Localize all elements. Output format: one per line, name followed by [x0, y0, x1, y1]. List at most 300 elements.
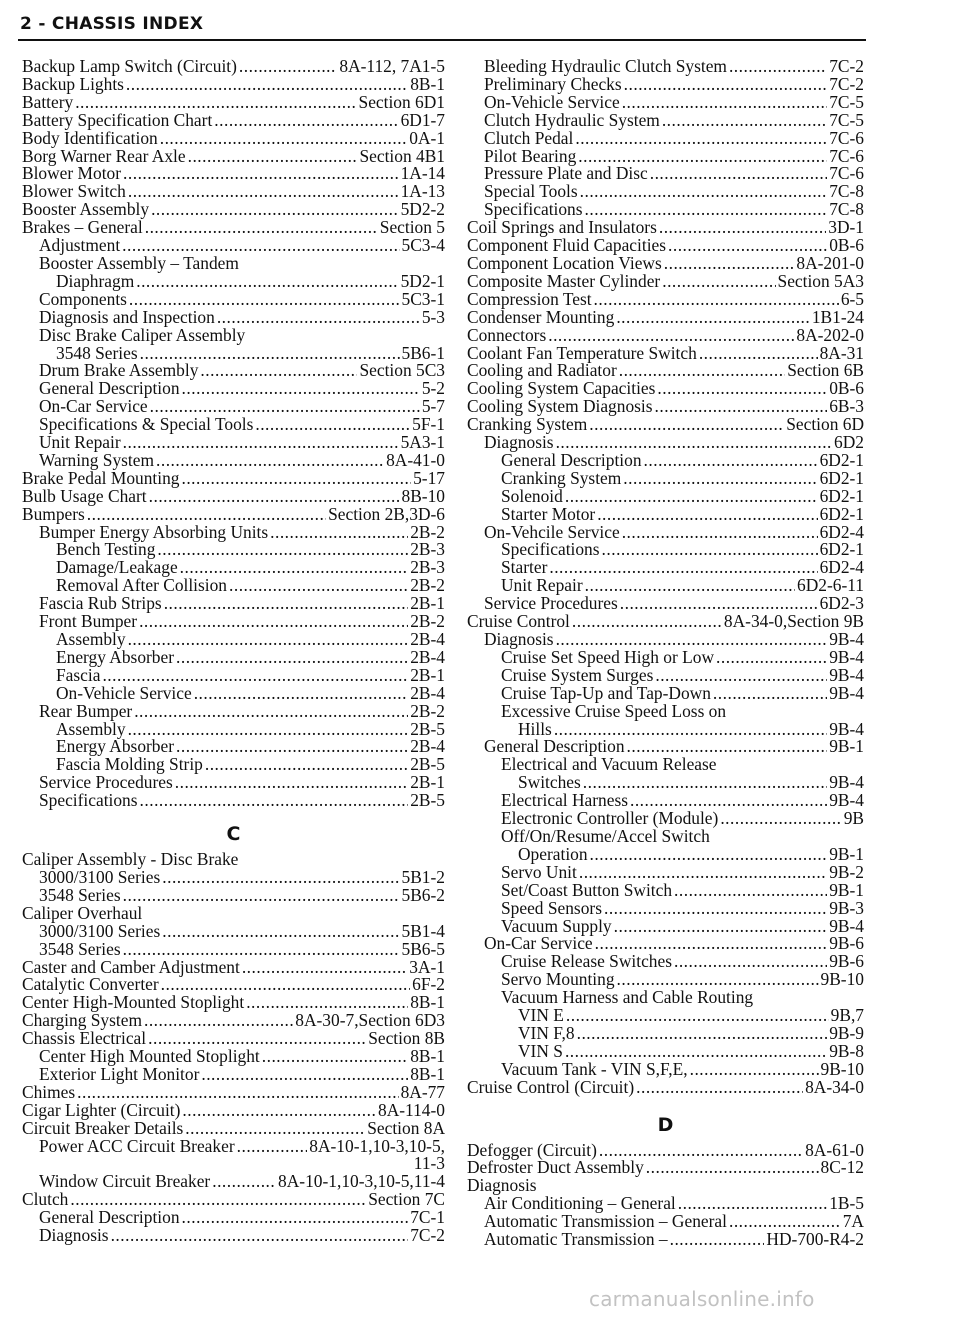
index-entry-title: On-Vehcile Service	[484, 521, 620, 542]
index-entry	[22, 1099, 445, 1120]
dot-leader	[674, 953, 827, 971]
index-page-ref: 9B-4	[829, 772, 864, 793]
index-page-ref: 7C-2	[829, 73, 864, 94]
index-entry-title: Cooling System Capacities	[467, 378, 656, 399]
dot-leader	[145, 219, 378, 237]
index-entry-title: Cigar Lighter (Circuit)	[22, 1099, 181, 1120]
dot-leader	[270, 524, 408, 542]
index-entry-title: Window Circuit Breaker	[39, 1171, 211, 1192]
dot-leader	[623, 470, 817, 488]
index-entry-title: Specifications	[39, 790, 138, 811]
index-entry-title: On-Vehicle Service	[484, 91, 620, 112]
index-page-ref: 2B-2	[410, 700, 445, 721]
index-entry	[467, 1231, 864, 1249]
dot-leader	[144, 1012, 293, 1030]
index-page-ref: 5-3	[421, 306, 445, 327]
index-entry-title: 3000/3100 Series	[39, 866, 161, 887]
dot-leader	[657, 380, 827, 398]
dot-leader	[151, 201, 399, 219]
index-page-ref: 9B-4	[829, 682, 864, 703]
dot-leader	[160, 130, 408, 148]
index-entry-title: Bumpers	[22, 503, 85, 524]
index-page-ref: HD-700-R4-2	[766, 1229, 864, 1250]
index-entry-title: Service Procedures	[484, 593, 618, 614]
index-page-ref: 6D2	[834, 432, 864, 453]
index-entry-title: Caster and Camber Adjustment	[22, 956, 240, 977]
index-entry-title: Servo Mounting	[501, 969, 615, 990]
index-entry-title: Fascia Molding Strip	[56, 754, 203, 775]
index-entry	[22, 1117, 445, 1138]
index-entry-title: VIN E	[518, 1005, 564, 1026]
index-entry	[22, 503, 445, 524]
index-entry-title: Cranking System	[467, 414, 588, 435]
dot-leader	[255, 416, 410, 434]
index-entry-title: Warning System	[39, 449, 155, 470]
index-entry-title: Excessive Cruise Speed Loss on	[501, 700, 727, 721]
index-page-ref: 6D2-1	[819, 485, 864, 506]
dot-leader	[616, 309, 810, 327]
index-page-ref: Section 6D1	[358, 91, 445, 112]
index-page-ref: 6D2-3	[819, 593, 864, 614]
dot-leader	[716, 649, 827, 667]
index-entry-title: Backup Lamp Switch (Circuit)	[22, 56, 237, 76]
dot-leader	[140, 792, 409, 810]
index-column-left	[22, 58, 445, 1245]
index-entry	[467, 700, 864, 721]
index-page-ref: 8B-1	[410, 1046, 445, 1067]
index-page-ref: 8B-10	[401, 485, 445, 506]
index-page-ref: 9B-4	[829, 629, 864, 649]
index-entry	[467, 485, 864, 506]
index-page-ref: Section 5	[379, 217, 445, 238]
dot-leader	[614, 918, 828, 936]
index-page-ref: 9B	[843, 808, 864, 829]
index-entry-title: Disc Brake Caliper Assembly	[39, 324, 246, 345]
index-entry-title: Connectors	[467, 324, 547, 345]
index-entry-title: Cruise Control	[467, 611, 570, 632]
index-entry-title: Bleeding Hydraulic Clutch System	[484, 56, 727, 76]
dot-leader	[670, 1231, 765, 1249]
dot-leader	[128, 183, 399, 201]
index-page-ref: 5B6-5	[401, 938, 445, 959]
index-page-ref: 2B-1	[410, 664, 445, 685]
index-page-ref: 5F-1	[412, 414, 445, 435]
index-entry-title: Coolant Fan Temperature Switch	[467, 342, 697, 363]
dot-leader	[713, 685, 827, 703]
dot-leader	[176, 649, 408, 667]
index-page-ref: 5-7	[421, 396, 445, 417]
index-entry-title: Clutch	[22, 1189, 69, 1210]
index-page-ref: 8A-34-0	[805, 1076, 864, 1097]
index-entry-title: Charging System	[22, 1010, 142, 1031]
index-page-ref: 6D2-1	[819, 449, 864, 470]
dot-leader	[662, 112, 827, 130]
dot-leader	[636, 1079, 803, 1097]
index-page-ref: 2B-4	[410, 736, 445, 757]
index-entry	[22, 288, 445, 309]
index-page-ref: 9B-10	[820, 969, 864, 990]
index-entry-title: VIN F,8	[518, 1022, 575, 1043]
index-entry-title: Assembly	[56, 718, 126, 739]
index-page-ref: 1A-13	[400, 181, 445, 202]
dot-leader	[729, 58, 827, 76]
index-entry-title: Operation	[518, 843, 588, 864]
index-entry	[467, 1058, 864, 1079]
index-page-ref: 9B-9	[829, 1022, 864, 1043]
index-page-ref: Section 4B1	[359, 145, 445, 166]
dot-leader	[214, 112, 398, 130]
index-entry-title: Set/Coast Button Switch	[501, 879, 673, 900]
index-entry-title: On-Car Service	[39, 396, 148, 417]
index-entry-title: Vacuum Supply	[501, 915, 612, 936]
index-entry-title: Starter	[501, 557, 548, 578]
index-page-ref: 8A-10-1,10-3,10-5,	[309, 1135, 445, 1156]
dot-leader	[662, 273, 775, 291]
index-entry-title: Booster Assembly – Tandem	[39, 252, 239, 273]
page-title: 2 - CHASSIS INDEX	[20, 14, 204, 34]
dot-leader	[242, 959, 407, 977]
dot-leader	[200, 362, 357, 380]
index-page-ref: 5D2-1	[400, 270, 445, 291]
index-page-ref: 7C-2	[410, 1225, 445, 1246]
index-page-ref: Section 5A3	[777, 270, 864, 291]
index-page-ref: 7C-5	[829, 109, 864, 130]
dot-leader	[162, 923, 399, 941]
index-entry-title: Cruise System Surges	[501, 664, 654, 685]
index-page-ref: 7C-6	[829, 163, 864, 184]
index-entry	[467, 127, 864, 148]
section-letter-c: C	[226, 823, 241, 846]
index-entry-title: Preliminary Checks	[484, 73, 622, 94]
index-page-ref: 8A-41-0	[386, 449, 445, 470]
index-entry-title: Vacuum Tank - VIN S,F,E,	[501, 1058, 688, 1079]
index-entry-title: 3548 Series	[39, 938, 121, 959]
index-entry	[22, 109, 445, 130]
index-page-ref: 5B1-2	[401, 866, 445, 887]
index-entry-title: Vacuum Harness and Cable Routing	[501, 987, 754, 1008]
index-entry	[22, 682, 445, 703]
index-entry-title: Body Identification	[22, 127, 158, 148]
index-entry-title: Energy Absorber	[56, 736, 175, 757]
index-page-ref: 8B-1	[410, 992, 445, 1013]
index-page-ref: 9B-2	[829, 861, 864, 882]
index-page-ref: Section 5C3	[359, 360, 445, 381]
index-entry-title: VIN S	[518, 1040, 563, 1061]
index-entry-title: Service Procedures	[39, 772, 173, 793]
index-page-ref: 9B-6	[829, 933, 864, 954]
index-entry-title: Adjustment	[39, 235, 121, 256]
dot-leader	[182, 1209, 409, 1227]
index-entry-title: Exterior Light Monitor	[39, 1063, 200, 1084]
index-page-ref: 1B1-24	[811, 306, 864, 327]
index-entry-title: Composite Master Cylinder	[467, 270, 661, 291]
index-entry-title: Clutch Hydraulic System	[484, 109, 660, 130]
dot-leader	[590, 846, 828, 864]
index-page-ref: 6D2-4	[819, 521, 864, 542]
index-entry-title: Blower Motor	[22, 163, 122, 184]
index-entry-title: Defogger (Circuit)	[467, 1139, 597, 1160]
index-entry-title: Cruise Release Switches	[501, 951, 672, 972]
index-entry	[467, 324, 864, 345]
dot-leader	[674, 882, 827, 900]
index-entry-title: Coil Springs and Insulators	[467, 217, 657, 238]
index-entry	[22, 792, 445, 810]
index-page-ref: Section 8A	[367, 1117, 445, 1138]
index-page-ref: 1B-5	[829, 1193, 864, 1214]
index-entry-title: Pressure Plate and Disc	[484, 163, 648, 184]
index-entry-title: General Description	[39, 378, 180, 399]
index-entry-title: Cruise Set Speed High or Low	[501, 646, 715, 667]
index-entry-title: Fascia	[56, 664, 101, 685]
dot-leader	[123, 887, 400, 905]
index-entry-title: Energy Absorber	[56, 646, 175, 667]
dot-leader	[659, 219, 826, 237]
dot-leader	[575, 130, 827, 148]
index-page-ref: 7C-2	[829, 56, 864, 76]
index-entry-title: Specifications	[484, 199, 583, 220]
index-entry	[22, 485, 445, 506]
index-entry-title: Cranking System	[501, 467, 622, 488]
index-entry	[467, 306, 864, 327]
index-entry-title: Center High-Mounted Stoplight	[22, 992, 245, 1013]
index-page-ref: 7C-8	[829, 181, 864, 202]
index-entry-title: Special Tools	[484, 181, 578, 202]
index-page-ref: 8A-10-1,10-3,10-5,11-4	[278, 1171, 445, 1192]
index-page-ref: 0B-6	[829, 235, 864, 256]
index-entry	[22, 127, 445, 148]
index-page-ref: 2B-5	[410, 718, 445, 739]
index-entry-title: Catalytic Converter	[22, 974, 159, 995]
index-page-ref: 9B-8	[829, 1040, 864, 1061]
index-page-ref: 6D2-1	[819, 503, 864, 524]
dot-leader	[597, 506, 817, 524]
index-entry-title: Specifications & Special Tools	[39, 414, 254, 435]
index-page-ref: 6D2-1	[819, 467, 864, 488]
index-page-ref: 8B-1	[410, 1063, 445, 1084]
index-entry-title: Circuit Breaker Details	[22, 1117, 184, 1138]
index-page-ref: 8A-34-0,Section 9B	[723, 611, 864, 632]
index-entry-title: Chassis Electrical	[22, 1028, 147, 1049]
index-entry-title: Cruise Control (Circuit)	[467, 1076, 635, 1097]
index-page-ref: 8A-201-0	[796, 252, 864, 273]
index-entry-title: Unit Repair	[501, 575, 583, 596]
index-entry-title: Components	[39, 288, 127, 309]
index-page-ref: Section 6D	[786, 414, 864, 435]
index-page-ref: 9B-4	[829, 790, 864, 811]
index-entry	[22, 1063, 445, 1084]
dot-leader	[239, 58, 337, 76]
dot-leader	[237, 1138, 308, 1156]
index-entry-title: Blower Switch	[22, 181, 126, 202]
index-page-ref: 5-2	[421, 378, 445, 399]
index-entry	[22, 306, 445, 327]
index-page-ref: 6-5	[840, 288, 864, 309]
index-column-right	[467, 58, 864, 1249]
index-page-ref: 6D2-1	[819, 539, 864, 560]
dot-leader	[217, 309, 420, 327]
index-entry-title: Caliper Assembly - Disc Brake	[22, 849, 239, 870]
index-entry-title: Switches	[518, 772, 581, 793]
index-entry	[22, 324, 445, 345]
dot-leader	[164, 595, 409, 613]
index-entry-title: Borg Warner Rear Axle	[22, 145, 186, 166]
index-entry-title: Assembly	[56, 629, 126, 649]
dot-leader	[579, 864, 827, 882]
index-entry-title: Unit Repair	[39, 432, 121, 453]
index-page-ref: 8A-114-0	[378, 1099, 445, 1120]
index-entry-title: Starter Motor	[501, 503, 596, 524]
watermark: carmanualsonline.info	[589, 1287, 815, 1311]
index-page-ref-continued: 11-3	[413, 1153, 445, 1174]
index-page-ref: 5D2-2	[400, 199, 445, 220]
index-page-ref: 8A-77	[400, 1081, 445, 1102]
index-page-ref: 9B-1	[829, 843, 864, 864]
index-page-ref: 8A-31	[819, 342, 864, 363]
index-entry-title: Electronic Controller (Module)	[501, 808, 719, 829]
index-entry	[22, 938, 445, 959]
index-page-ref: 9B-6	[829, 951, 864, 972]
index-entry	[22, 700, 445, 721]
index-page-ref: 9B-3	[829, 897, 864, 918]
index-page-ref: 5B1-4	[401, 920, 445, 941]
index-entry-title: Condenser Mounting	[467, 306, 615, 327]
index-entry-title: Automatic Transmission – General	[484, 1211, 727, 1232]
index-page-ref: 9B-1	[829, 879, 864, 900]
index-entry-title: Battery	[22, 91, 74, 112]
dot-leader	[182, 380, 420, 398]
section-letter-d: D	[657, 1113, 674, 1136]
index-page-ref: 6D1-7	[400, 109, 445, 130]
index-entry-title: Hills	[518, 718, 552, 739]
index-entry-title: Front Bumper	[39, 611, 138, 632]
dot-leader	[664, 255, 795, 273]
dot-leader	[129, 291, 400, 309]
dot-leader	[123, 941, 400, 959]
index-entry-title: Diagnosis	[467, 1175, 537, 1196]
index-entry-title: Damage/Leakage	[56, 557, 178, 578]
dot-leader	[185, 1120, 365, 1138]
index-entry-title: Battery Specification Chart	[22, 109, 213, 130]
index-entry-title: Caliper Overhaul	[22, 902, 143, 923]
index-page-ref: 2B-4	[410, 629, 445, 649]
index-page-ref: 5C3-4	[401, 235, 445, 256]
dot-leader	[644, 452, 818, 470]
index-page-ref: 2B-4	[410, 646, 445, 667]
index-entry-title: Bulb Usage Chart	[22, 485, 147, 506]
index-page-ref: Section 7C	[368, 1189, 445, 1210]
index-page-ref: 7C-1	[410, 1207, 445, 1228]
index-entry-title: Servo Unit	[501, 861, 577, 882]
dot-leader	[690, 1061, 819, 1079]
index-page-ref: 9B-1	[829, 736, 864, 757]
dot-leader	[622, 524, 818, 542]
index-entry-title: Component Location Views	[467, 252, 662, 273]
dot-leader	[604, 900, 827, 918]
index-entry	[467, 897, 864, 918]
index-page-ref: 8C-12	[820, 1157, 864, 1178]
index-entry-title: Defroster Duct Assembly	[467, 1157, 644, 1178]
dot-leader	[650, 165, 827, 183]
index-page-ref: 6D2-4	[819, 557, 864, 578]
index-entry-title: 3000/3100 Series	[39, 920, 161, 941]
index-page-ref: 2B-3	[410, 539, 445, 560]
dot-leader	[566, 1007, 829, 1025]
dot-leader	[123, 165, 399, 183]
index-entry-title: Solenoid	[501, 485, 563, 506]
index-entry-title: Fascia Rub Strips	[39, 593, 162, 614]
header-rule	[18, 39, 866, 41]
index-entry-title: Chimes	[22, 1081, 76, 1102]
index-entry	[467, 503, 864, 524]
index-entry-title: Specifications	[501, 539, 600, 560]
index-page-ref: 8A-61-0	[805, 1139, 864, 1160]
index-entry-title: Speed Sensors	[501, 897, 602, 918]
index-page-ref: 2B-4	[410, 682, 445, 703]
dot-leader	[720, 810, 841, 828]
index-entry-title: On-Car Service	[484, 933, 593, 954]
index-entry-title: Diagnosis	[39, 1225, 109, 1246]
index-page-ref: 5B6-2	[401, 884, 445, 905]
index-entry-title: General Description	[39, 1207, 180, 1228]
index-page-ref: 7C-5	[829, 91, 864, 112]
index-entry-title: Off/On/Resume/Accel Switch	[501, 825, 710, 846]
index-page-ref: Section 8B	[368, 1028, 445, 1049]
index-entry-title: Diagnosis and Inspection	[39, 306, 215, 327]
index-entry-title: Booster Assembly	[22, 199, 150, 220]
index-page-ref: Section 2B,3D-6	[328, 503, 445, 524]
index-page-ref: 8A-30-7,Section 6D3	[295, 1010, 445, 1031]
dot-leader	[156, 452, 384, 470]
dot-leader	[589, 416, 784, 434]
index-entry-title: 3548 Series	[56, 342, 138, 363]
index-entry-title: Compression Test	[467, 288, 592, 309]
index-entry-title: General Description	[484, 736, 625, 757]
dot-leader	[205, 756, 408, 774]
dot-leader	[212, 1173, 276, 1191]
index-entry-title: Center High Mounted Stoplight	[39, 1046, 260, 1067]
index-entry-title: Clutch Pedal	[484, 127, 574, 148]
index-page-ref: 5B6-1	[401, 342, 445, 363]
index-page-ref: 2B-2	[410, 575, 445, 596]
index-entry-title: Drum Brake Assembly	[39, 360, 199, 381]
index-entry-title: Removal After Collision	[56, 575, 227, 596]
dot-leader	[548, 327, 794, 345]
dot-leader	[111, 1227, 409, 1245]
index-page-ref: 2B-5	[410, 790, 445, 811]
index-page-ref: 9B-10	[820, 1058, 864, 1079]
dot-leader	[549, 559, 817, 577]
index-page-ref: 9B-4	[829, 664, 864, 685]
dot-leader	[229, 577, 408, 595]
index-page-ref: 0B-6	[829, 378, 864, 399]
index-entry-title: Diaphragm	[56, 270, 135, 291]
index-page-ref: 9B,7	[830, 1005, 864, 1026]
index-page-ref: 8A-202-0	[796, 324, 864, 345]
index-entry-title: Electrical and Vacuum Release	[501, 754, 717, 775]
index-entry	[22, 1227, 445, 1245]
index-page-ref: 3A-1	[409, 956, 445, 977]
index-page-ref: 2B-2	[410, 521, 445, 542]
index-page-ref: 2B-1	[410, 593, 445, 614]
dot-leader	[162, 869, 399, 887]
index-page-ref: 8B-1	[410, 73, 445, 94]
dot-leader	[136, 273, 398, 291]
index-entry-title: Cruise Tap-Up and Tap-Down	[501, 682, 711, 703]
index-page-ref: 9B-4	[829, 646, 864, 667]
index-entry	[467, 879, 864, 900]
index-page-ref: 7A	[842, 1211, 864, 1232]
dot-leader	[176, 738, 408, 756]
